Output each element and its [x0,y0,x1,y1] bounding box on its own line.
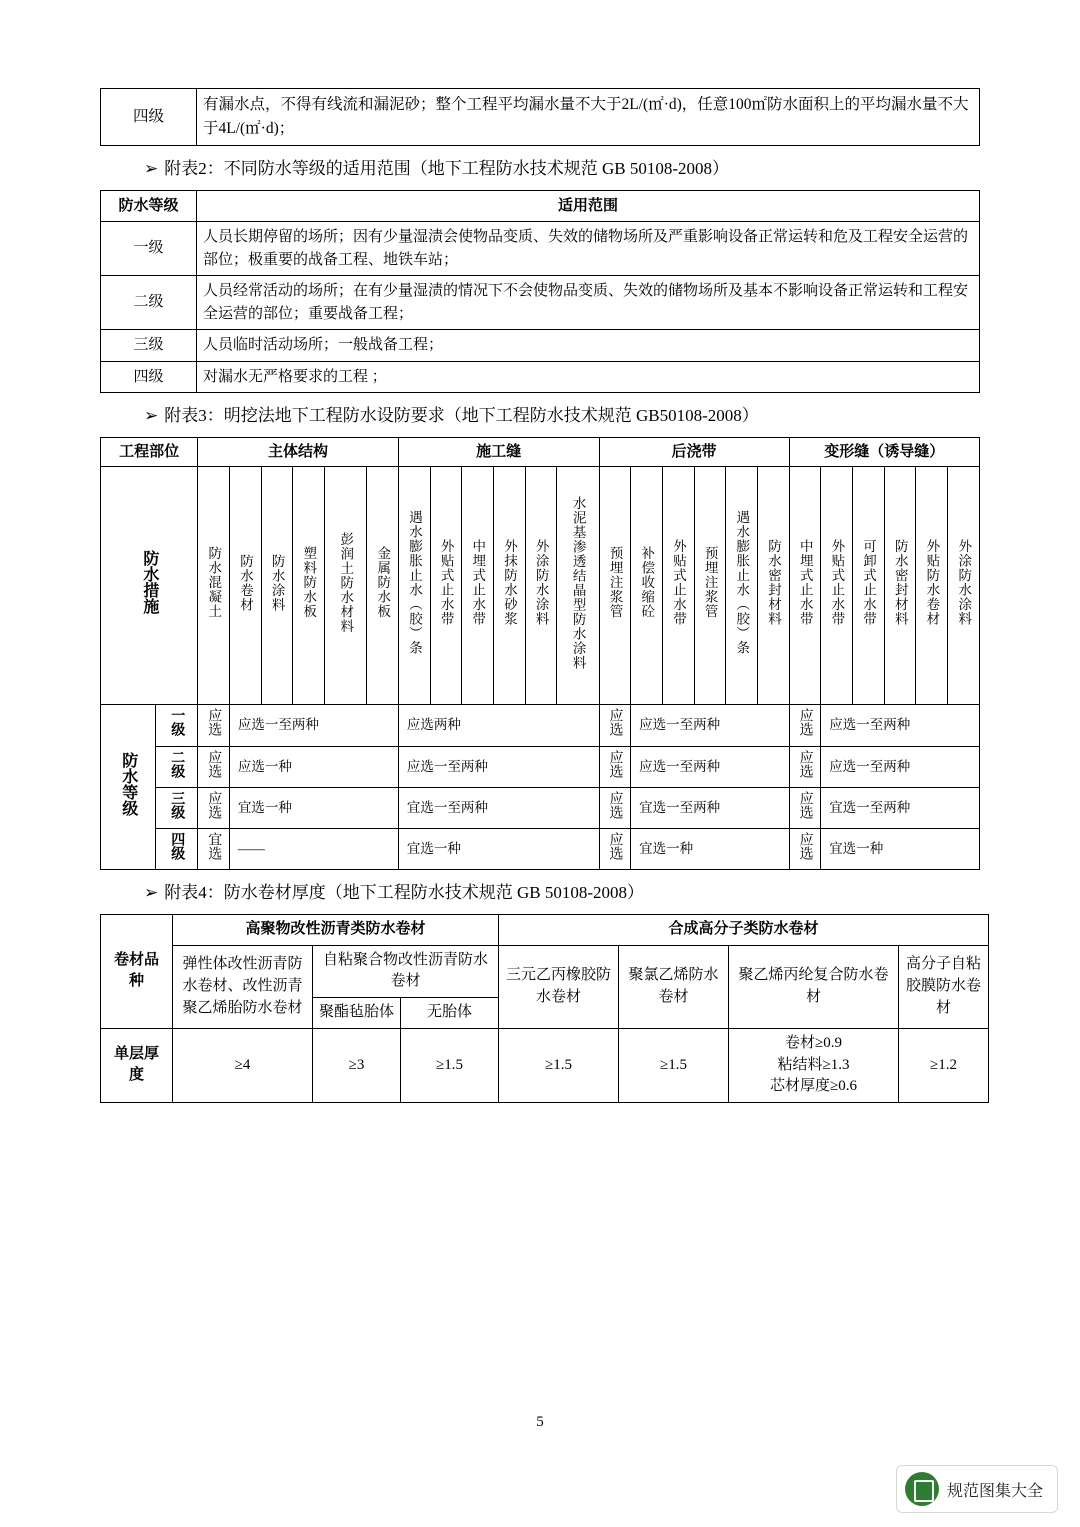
table-row [101,361,980,393]
bullet-arrow-icon: ➢ [144,883,159,903]
header-engineering-part: 工程部位 [101,437,198,467]
scope-cell: 对漏水无严格要求的工程 ； [197,361,980,393]
value-cell: 应选两种 [398,705,599,746]
header-group-modified-asphalt: 高聚物改性沥青类防水卷材 [173,914,499,945]
value-cell: 应选一至两种 [821,746,980,787]
measure-cell: 可卸式止水带 [852,467,884,705]
measure-cell: 外贴式止水带 [430,467,462,705]
product-cell: 三元乙丙橡胶防水卷材 [499,945,619,1028]
label-waterproof-measures: 防水措施 [101,467,198,705]
measure-cell: 防水密封材料 [884,467,916,705]
value-cell: 应选一至两种 [821,705,980,746]
table-row [101,705,980,746]
description-cell: 有漏水点，不得有线流和漏泥砂；整个工程平均漏水量不大于2L/(㎡·d)，任意100㎡防水面积上的平均漏水量不大于4L/(㎡·d)； [197,89,980,146]
table-waterproof-requirements [100,437,980,871]
value-cell: 应选 [789,829,821,870]
measures-row [101,467,980,705]
table-row [101,330,980,362]
label-single-layer-thickness: 单层厚度 [101,1028,173,1102]
header-group-post-cast-strip: 后浇带 [599,437,789,467]
grade-cell: 一级 [101,222,197,276]
scope-cell: 人员临时活动场所；一般战备工程； [197,330,980,362]
measure-cell: 外贴式止水带 [662,467,694,705]
measure-cell: 中埋式止水带 [462,467,494,705]
value-cell: 应选一种 [229,746,398,787]
value-cell: 应选 [198,787,230,828]
header-group-polymer: 合成高分子类防水卷材 [499,914,989,945]
table-leakage-grade-four [100,88,980,146]
measure-cell: 塑料防水板 [293,467,325,705]
measure-cell: 防水涂料 [261,467,293,705]
thickness-cell: ≥1.2 [899,1028,989,1102]
measure-cell: 遇水膨胀止水（胶）条 [398,467,430,705]
table-membrane-thickness [100,914,989,1103]
value-cell: 应选 [789,705,821,746]
table-header-row [101,914,989,945]
table-header-row [101,190,980,222]
grade-cell: 一级 [155,705,197,746]
scope-cell: 人员经常活动的场所；在有少量湿渍的情况下不会使物品变质、失效的储物场所及基本不影响设备正常运转和工程安全运营的部位；重要战备工程； [197,276,980,330]
value-cell: 宜选一种 [229,787,398,828]
thickness-cell: ≥1.5 [499,1028,619,1102]
product-cell: 高分子自粘胶膜防水卷材 [899,945,989,1028]
measure-cell: 防水卷材 [229,467,261,705]
measure-cell: 水泥基渗透结晶型防水涂料 [557,467,599,705]
grade-cell: 二级 [101,276,197,330]
sub-product-cell: 无胎体 [401,998,499,1029]
thickness-line: 卷材≥0.9 [785,1034,843,1051]
bullet-arrow-icon: ➢ [144,406,159,426]
table-row [101,787,980,828]
grade-cell: 四级 [101,361,197,393]
table-row [101,222,980,276]
product-cell: 聚乙烯丙纶复合防水卷材 [729,945,899,1028]
thickness-cell-composite [729,1028,899,1102]
value-cell: 应选一至两种 [229,705,398,746]
measure-cell: 外涂防水涂料 [947,467,979,705]
table-row [101,945,989,998]
measure-cell: 补偿收缩砼 [631,467,663,705]
table-row [101,276,980,330]
table-header-row [101,437,980,467]
header-grade: 防水等级 [101,190,197,222]
product-cell: 自粘聚合物改性沥青防水卷材 [313,945,499,998]
value-cell: 应选 [789,746,821,787]
value-cell: 宜选一种 [398,829,599,870]
label-waterproof-grade: 防水等级 [101,705,156,870]
measure-cell: 外贴式止水带 [821,467,853,705]
section-3-title: ➢ 附表3：明挖法地下工程防水设防要求（地下工程防水技术规范 GB50108-2008） [144,403,980,429]
value-cell: 应选一至两种 [631,746,789,787]
table-row [101,746,980,787]
value-cell: 应选 [599,787,631,828]
value-cell: 宜选一至两种 [631,787,789,828]
value-cell: 应选 [198,705,230,746]
measure-cell: 外贴防水卷材 [916,467,948,705]
section-2-title: ➢ 附表2：不同防水等级的适用范围（地下工程防水技术规范 GB 50108-2008） [144,156,980,182]
value-cell: 宜选一种 [821,829,980,870]
table-row [101,89,980,146]
table-applicable-scope [100,190,980,394]
table-row [101,829,980,870]
thickness-line: 芯材厚度≥0.6 [770,1078,858,1095]
thickness-cell: ≥1.5 [401,1028,499,1102]
value-cell: 应选 [599,829,631,870]
measure-cell: 预埋注浆管 [694,467,726,705]
thickness-line: 粘结料≥1.3 [777,1056,850,1073]
section-4-title: ➢ 附表4：防水卷材厚度（地下工程防水技术规范 GB 50108-2008） [144,880,980,906]
value-cell: 宜选一至两种 [821,787,980,828]
value-cell: 宜选 [198,829,230,870]
grade-cell: 三级 [155,787,197,828]
label-membrane-type: 卷材品种 [101,914,173,1028]
grade-cell: 二级 [155,746,197,787]
value-cell: —— [229,829,398,870]
scope-cell: 人员长期停留的场所；因有少量湿渍会使物品变质、失效的储物场所及严重影响设备正常运转和危及工程安全运营的部位；极重要的战备工程、地铁车站； [197,222,980,276]
measure-cell: 遇水膨胀止水（胶）条 [726,467,758,705]
thickness-cell: ≥1.5 [619,1028,729,1102]
thickness-cell: ≥3 [313,1028,401,1102]
value-cell: 应选 [599,705,631,746]
header-scope: 适用范围 [197,190,980,222]
product-cell: 聚氯乙烯防水卷材 [619,945,729,1028]
measure-cell: 彭润土防水材料 [324,467,366,705]
grade-cell: 四级 [155,829,197,870]
measure-cell: 中埋式止水带 [789,467,821,705]
sub-product-cell: 聚酯毡胎体 [313,998,401,1029]
value-cell: 应选 [789,787,821,828]
bullet-arrow-icon: ➢ [144,159,159,179]
value-cell: 应选一至两种 [631,705,789,746]
header-group-main-structure: 主体结构 [198,437,399,467]
wechat-logo-icon [905,1472,939,1506]
value-cell: 宜选一种 [631,829,789,870]
value-cell: 宜选一至两种 [398,787,599,828]
watermark-label: 规范图集大全 [946,1482,1043,1500]
measure-cell: 防水密封材料 [757,467,789,705]
value-cell: 应选一至两种 [398,746,599,787]
product-cell: 弹性体改性沥青防水卷材、改性沥青聚乙烯胎防水卷材 [173,945,313,1028]
page-number: 5 [536,1414,544,1430]
grade-cell: 四级 [101,89,197,146]
thickness-cell: ≥4 [173,1028,313,1102]
measure-cell: 防水混凝土 [198,467,230,705]
value-cell: 应选 [198,746,230,787]
measure-cell: 预埋注浆管 [599,467,631,705]
header-group-deformation-joint: 变形缝（诱导缝） [789,437,979,467]
grade-cell: 三级 [101,330,197,362]
watermark-badge [896,1465,1058,1513]
table-row [101,1028,989,1102]
value-cell: 应选 [599,746,631,787]
measure-cell: 金属防水板 [367,467,399,705]
measure-cell: 外涂防水涂料 [525,467,557,705]
measure-cell: 外抹防水砂浆 [493,467,525,705]
header-group-construction-joint: 施工缝 [398,437,599,467]
